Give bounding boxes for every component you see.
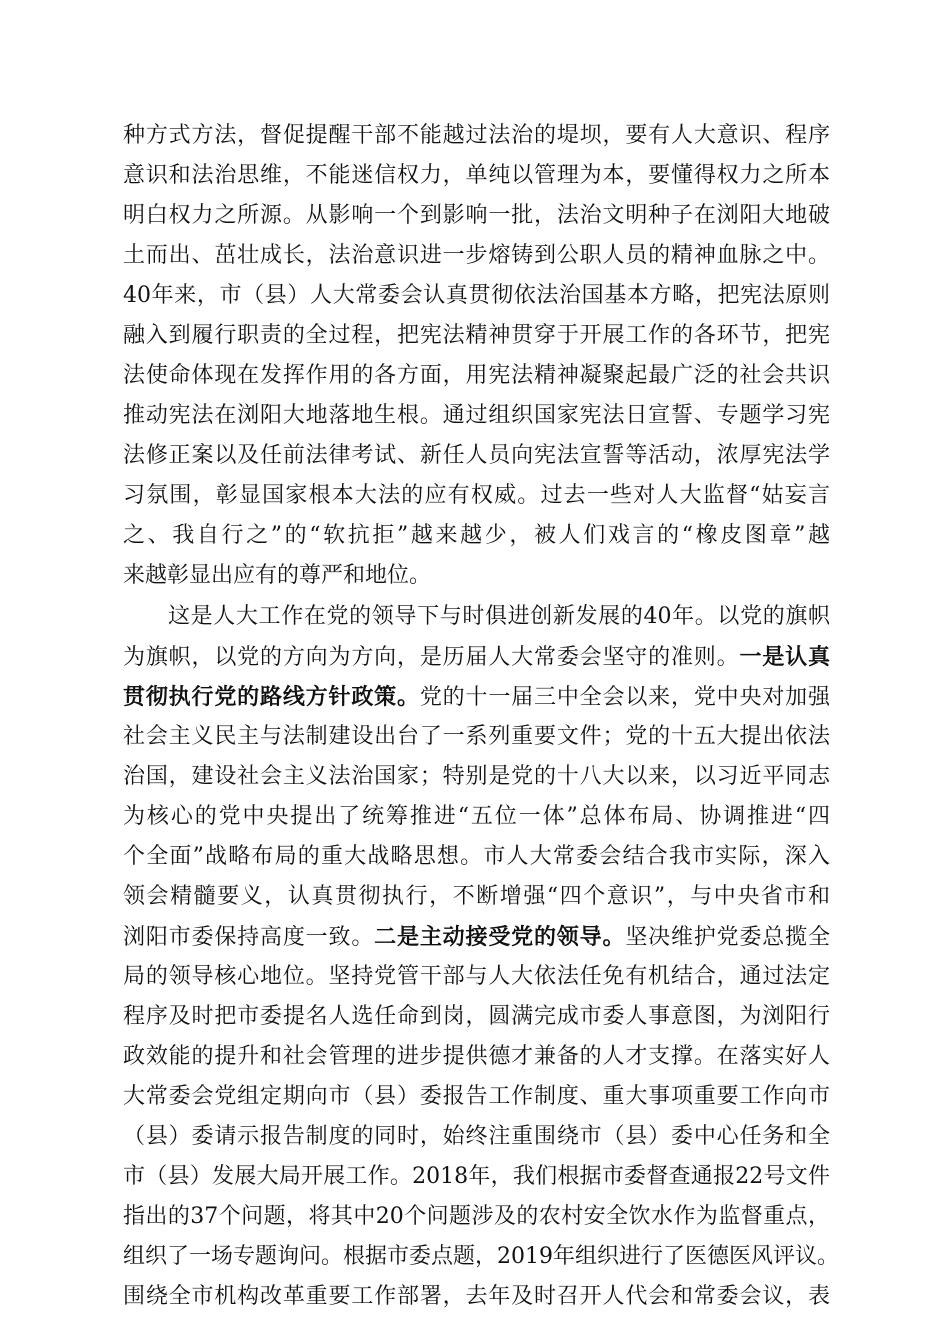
- text-line: [123, 637, 830, 677]
- text-line: 大常委会党组定期向市（县）委报告工作制度、重大事项重要工作向市: [123, 1084, 830, 1109]
- text-line: 明白权力之所源。从影响一个到影响一批，法治文明种子在浏阳大地破: [123, 203, 830, 228]
- text-line: 来越彰显出应有的尊严和地位。: [123, 563, 432, 588]
- text-line: 治国，建设社会主义法治国家；特别是党的十八大以来，以习近平同志: [123, 764, 830, 789]
- text-line: 种方式方法，督促提醒干部不能越过法治的堤坝，要有人大意识、程序: [123, 123, 830, 148]
- text-line: 融入到履行职责的全过程，把宪法精神贯穿于开展工作的各环节，把宪: [123, 323, 830, 348]
- text-segment: 浏阳市委保持高度一致。: [123, 925, 375, 950]
- text-line: 习氛围，彰显国家根本大法的应有权威。过去一些对人大监督“姑妄言: [123, 483, 830, 508]
- bold-heading: 二是主动接受党的领导。: [374, 924, 626, 950]
- text-line: [123, 677, 830, 717]
- bold-heading: 贯彻执行党的路线方针政策。: [123, 684, 420, 710]
- text-line: 程序及时把市委提名人选任命到岗，圆满完成市委人事意图，为浏阳行: [123, 1004, 830, 1029]
- text-line: 市（县）发展大局开展工作。2018年，我们根据市委督查通报22号文件: [123, 1164, 830, 1189]
- text-line: 围绕全市机构改革重要工作部署，去年及时召开人代会和常委会议，表: [123, 1284, 830, 1309]
- text-line: 意识和法治思维，不能迷信权力，单纯以管理为本，要懂得权力之所本: [123, 163, 830, 188]
- text-line: 为核心的党中央提出了统筹推进“五位一体”总体布局、协调推进“四: [123, 804, 830, 829]
- bold-heading: 一是认真: [739, 644, 830, 670]
- text-line: 组织了一场专题询问。根据市委点题，2019年组织进行了医德医风评议。: [123, 1244, 839, 1269]
- text-segment: 坚决维护党委总揽全: [625, 925, 830, 950]
- text-line: 政效能的提升和社会管理的进步提供德才兼备的人才支撑。在落实好人: [123, 1044, 830, 1069]
- text-segment: 党的十一届三中全会以来，党中央对加强: [419, 685, 830, 710]
- text-line: （县）委请示报告制度的同时，始终注重围绕市（县）委中心任务和全: [123, 1124, 830, 1149]
- text-line: 指出的37个问题，将其中20个问题涉及的农村安全饮水作为监督重点，: [123, 1204, 830, 1229]
- text-line: 推动宪法在浏阳大地落地生根。通过组织国家宪法日宣誓、专题学习宪: [123, 403, 830, 428]
- text-line: 个全面”战略布局的重大战略思想。市人大常委会结合我市实际，深入: [123, 844, 830, 869]
- text-line: 40年来，市（县）人大常委会认真贯彻依法治国基本方略，把宪法原则: [123, 283, 830, 308]
- text-line: 之、我自行之”的“软抗拒”越来越少，被人们戏言的“橡皮图章”越: [123, 523, 830, 548]
- text-line: 土而出、茁壮成长，法治意识进一步熔铸到公职人员的精神血脉之中。: [123, 243, 830, 268]
- text-line: 社会主义民主与法制建设出台了一系列重要文件；党的十五大提出依法: [123, 724, 830, 749]
- text-line: 法使命体现在发挥作用的各方面，用宪法精神凝聚起最广泛的社会共识: [123, 363, 830, 388]
- text-line: 局的领导核心地位。坚持党管干部与人大依法任免有机结合，通过法定: [123, 964, 830, 989]
- text-segment: 为旗帜，以党的方向为方向，是历届人大常委会坚守的准则。: [123, 645, 740, 670]
- text-line: 法修正案以及任前法律考试、新任人员向宪法宣誓等活动，浓厚宪法学: [123, 443, 830, 468]
- text-line: 这是人大工作在党的领导下与时俱进创新发展的40年。以党的旗帜: [168, 604, 830, 629]
- text-line: [123, 917, 830, 957]
- text-line: 领会精髓要义，认真贯彻执行，不断增强“四个意识”，与中央省市和: [123, 884, 830, 909]
